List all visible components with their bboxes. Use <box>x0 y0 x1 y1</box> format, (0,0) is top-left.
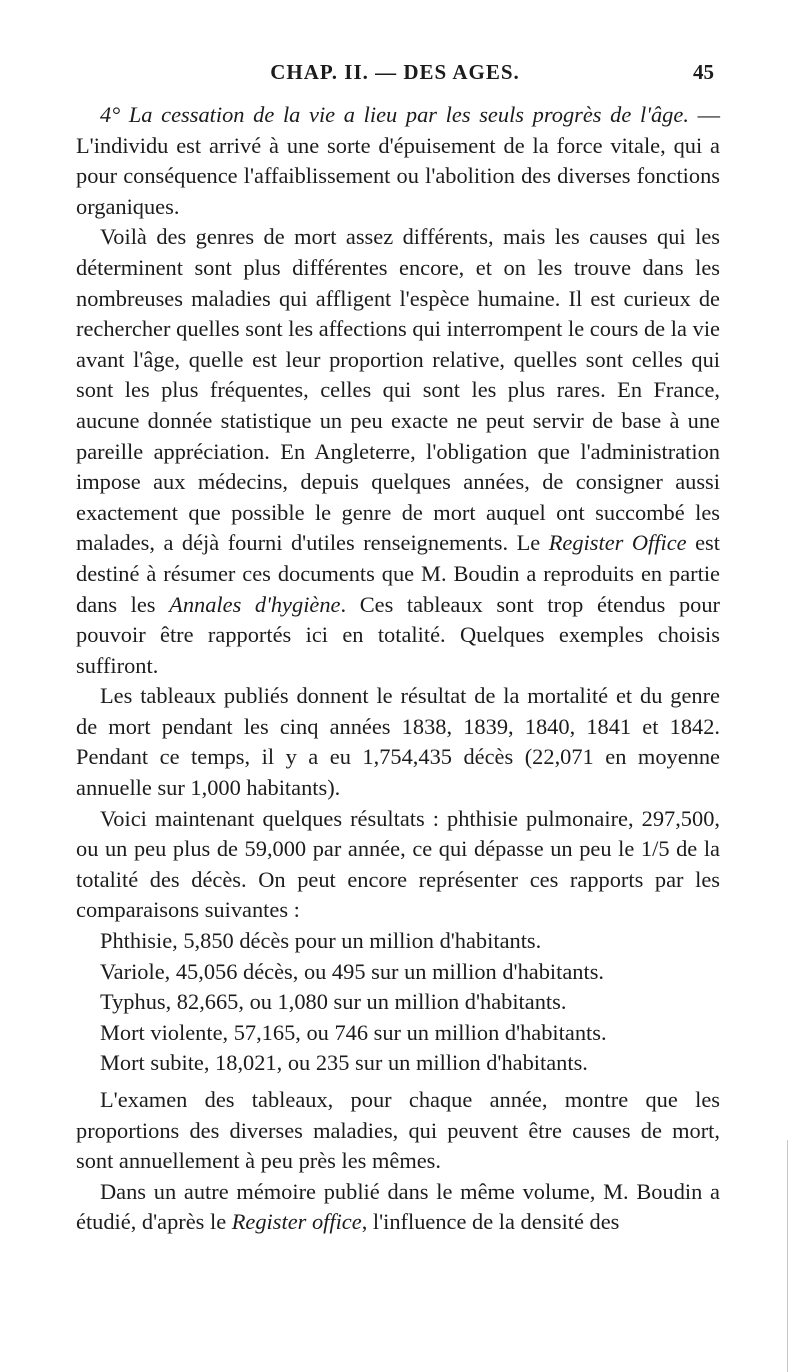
register-office-ref-2: Register office <box>231 1209 362 1235</box>
list-item-phthisie: Phthisie, 5,850 décès pour un million d'habitants. <box>100 928 542 954</box>
paragraph-memoire <box>76 1177 720 1238</box>
paragraph-examen: L'examen des tableaux, pour chaque année, montre que les proportions des diverses maladies, qui peuvent être causes de mort, sont annuellement à peu près les mêmes. <box>76 1087 720 1174</box>
paragraph-causes-text-3: . Ces tableaux sont trop étendus pour pouvoir être rapportés ici en totalité. Quelques exemples choisis suffiront. <box>76 591 720 678</box>
section-paragraph <box>76 100 720 222</box>
paragraph-memoire-text-2: , l'influence de la densité des <box>361 1209 620 1235</box>
paragraph-memoire-text-1: Dans un autre mémoire publié dans le même volume, M. Boudin a étudié, d'après le <box>76 1178 720 1235</box>
paragraph-causes <box>76 222 720 681</box>
body-text <box>76 100 720 1238</box>
page-number: 45 <box>693 60 714 84</box>
page-edge-line <box>787 1140 788 1372</box>
register-office-ref: Register Office <box>548 530 687 556</box>
list-item-typhus: Typhus, 82,665, ou 1,080 sur un million d'habitants. <box>100 989 567 1015</box>
list-item-mort-violente: Mort violente, 57,165, ou 746 sur un million d'habitants. <box>100 1019 607 1045</box>
section-intro: — L'individu est arrivé à une sorte d'épuisement de la force vitale, qui a pour conséquence l'affaiblissement ou l'abolition des diverses fonctions organiques. <box>76 102 720 219</box>
annales-ref: Annales d'hygiène <box>169 591 341 617</box>
section-heading: 4° La cessation de la vie a lieu par les seuls progrès de l'âge. <box>100 102 689 127</box>
running-head <box>76 60 714 92</box>
list-item-mort-subite: Mort subite, 18,021, ou 235 sur un million d'habitants. <box>100 1050 588 1076</box>
paragraph-mortality: Les tableaux publiés donnent le résultat de la mortalité et du genre de mort pendant les cinq années 1838, 1839, 1840, 1841 et 1842. Pendant ce temps, il y a eu 1,754,435 décès (22,071 en moyenne annuelle sur 1,000 habitants). <box>76 683 720 801</box>
paragraph-causes-text-2: est destiné à résumer ces documents que M. Boudin a reproduits en partie dans les <box>76 530 720 617</box>
list-item-variole: Variole, 45,056 décès, ou 495 sur un million d'habitants. <box>100 958 605 984</box>
paragraph-results: Voici maintenant quelques résultats : phthisie pulmonaire, 297,500, ou un peu plus de 59,000 par année, ce qui dépasse un peu le 1/5 de la totalité des décès. On peut encore représenter ces rapports par les comparaisons suivantes : <box>76 805 720 923</box>
paragraph-causes-text-1: Voilà des genres de mort assez différents, mais les causes qui les déterminent sont plus différentes encore, et on les trouve dans les nombreuses maladies qui affligent l'espèce humaine. Il est curieux de rechercher quelles sont les affections qui interrompent le cours de la vie avant l'âge, quelle est leur proportion relative, quelles sont celles qui sont les plus fréquentes, celles qui sont les plus rares. En France, aucune donnée statistique un peu exacte ne peut servir de base à une pareille appréciation. En Angleterre, l'obligation que l'administration impose aux médecins, depuis quelques années, de consigner aussi exactement que possible le genre de mort auquel ont succombé les malades, a déjà fourni d'utiles renseignements. Le <box>76 224 720 556</box>
running-title: CHAP. II. — DES AGES. <box>270 60 520 84</box>
